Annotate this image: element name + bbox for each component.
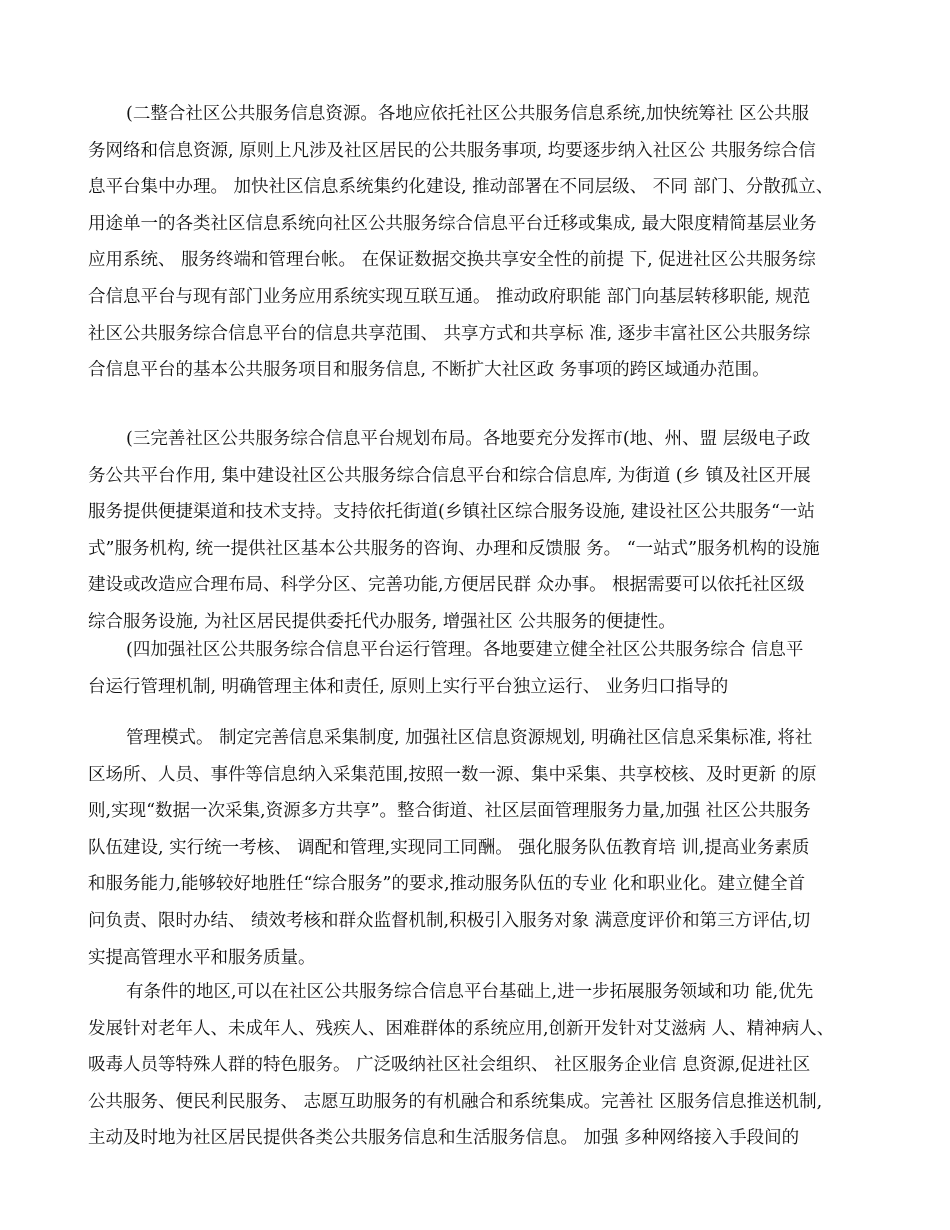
text-line: 吸毒人员等特殊人群的特色服务。 广泛吸纳社区社会组织、 社区服务企业信 息资源,促进社区	[88, 1055, 811, 1076]
text-line: 问负责、限时办结、 绩效考核和群众监督机制,积极引入服务对象 满意度评价和第三方评估,切	[88, 910, 811, 931]
text-line: 管理模式。 制定完善信息采集制度, 加强社区信息资源规划, 明确社区信息采集标准, 将社	[126, 728, 813, 748]
paragraph-operation-management	[88, 632, 868, 705]
text-line: 实提高管理水平和服务质量。	[88, 947, 316, 968]
text-line: 发展针对老年人、未成年人、残疾人、困难群体的系统应用,创新开发针对艾滋病 人、精神病人、	[88, 1018, 835, 1039]
text-line: 息平台集中办理。 加快社区信息系统集约化建设, 推动部署在不同层级、 不同 部门、分散孤立、	[88, 177, 834, 198]
text-line: 综合服务设施, 为社区居民提供委托代办服务, 增强社区 公共服务的便捷性。	[88, 611, 676, 632]
text-line: (四加强社区公共服务综合信息平台运行管理。各地要建立健全社区公共服务综合 信息平	[126, 640, 804, 660]
text-line: 则,实现“数据一次采集,资源多方共享”。整合街道、社区层面管理服务力量,加强 社区公共服务	[88, 801, 811, 822]
text-line: 合信息平台的基本公共服务项目和服务信息, 不断扩大社区政 务事项的跨区域通办范围。	[88, 360, 770, 381]
text-line: 建设或改造应合理布局、科学分区、完善功能,方便居民群 众办事。 根据需要可以依托社区级	[88, 575, 805, 596]
text-line: 应用系统、 服务终端和管理台帐。 在保证数据交换共享安全性的前提 下, 促进社区公共服务综	[88, 250, 816, 271]
text-line: 务网络和信息资源, 原则上凡涉及社区居民的公共服务事项, 均要逐步纳入社区公 共服务综合信	[88, 140, 816, 161]
paragraph-platform-layout	[88, 421, 868, 641]
text-line: 社区公共服务综合信息平台的信息共享范围、 共享方式和共享标 准, 逐步丰富社区公共服务综	[88, 323, 811, 344]
text-line: 区场所、人员、事件等信息纳入采集范围,按照一数一源、集中采集、共享校核、及时更新 的原	[88, 764, 817, 785]
text-line: 合信息平台与现有部门业务应用系统实现互联互通。 推动政府职能 部门向基层转移职能, 规范	[88, 286, 811, 307]
paragraph-integrate-resources	[88, 96, 868, 389]
text-line: 式”服务机构, 统一提供社区基本公共服务的咨询、办理和反馈服 务。 “一站式”服务机构的设施	[88, 538, 820, 559]
text-line: 和服务能力,能够较好地胜任“综合服务”的要求,推动服务队伍的专业 化和职业化。建立健全首	[88, 874, 806, 895]
paragraph-extend-services	[88, 974, 868, 1157]
text-line: 有条件的地区,可以在社区公共服务综合信息平台基础上,进一步拓展服务领域和功 能,优先	[126, 982, 814, 1002]
text-line: 队伍建设, 实行统一考核、 调配和管理,实现同工同酬。 强化服务队伍教育培 训,提高业务素质	[88, 837, 810, 858]
text-line: 主动及时地为社区居民提供各类公共服务信息和生活服务信息。 加强 多种网络接入手段间的	[88, 1128, 800, 1149]
text-line: (三完善社区公共服务综合信息平台规划布局。各地要充分发挥市(地、州、盟 层级电子政	[126, 429, 811, 449]
text-line: 用途单一的各类社区信息系统向社区公共服务综合信息平台迁移或集成, 最大限度精简基层业务	[88, 213, 817, 234]
paragraph-management-mode	[88, 720, 906, 976]
text-line: 服务提供便捷渠道和技术支持。支持依托街道(乡镇社区综合服务设施, 建设社区公共服务“一站	[88, 502, 815, 523]
text-line: (二整合社区公共服务信息资源。各地应依托社区公共服务信息系统,加快统筹社 区公共服	[126, 104, 809, 124]
text-line: 公共服务、便民利民服务、 志愿互助服务的有机融合和系统集成。完善社 区服务信息推送机制,	[88, 1091, 823, 1112]
text-line: 务公共平台作用, 集中建设社区公共服务综合信息平台和综合信息库, 为街道 (乡 镇及社区开展	[88, 465, 811, 486]
text-line: 台运行管理机制, 明确管理主体和责任, 原则上实行平台独立运行、 业务归口指导的	[88, 676, 729, 697]
